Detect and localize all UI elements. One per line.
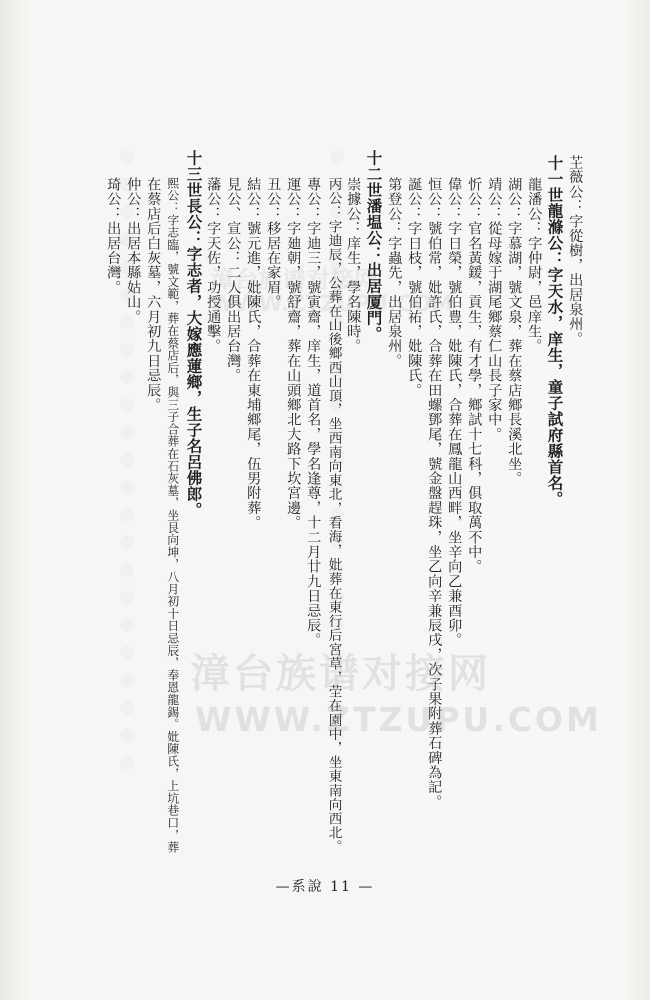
text-column: 靖公：從母嫁于湖尾鄉蔡仁山長子家中。	[486, 177, 503, 442]
watermark-url: WWW.ZTZUPU.COM	[195, 700, 602, 739]
text-column: 專公：字迪三，號寅齋，庠生，道首名，學名逢尊，十二月廿九日忌辰。	[305, 177, 322, 648]
text-column: 丑公：移居在家眉。	[265, 177, 282, 310]
text-column: 恒公：號伯常，妣許氏，合葬在田螺鄧尾，號金盤趕珠，坐乙向辛兼辰戌，次子果附葬石碑為記。	[426, 177, 443, 810]
text-column: 仲公：出居本縣姑山。	[125, 177, 142, 324]
text-column: 第登公：字蟲先，出居泉州。	[386, 177, 403, 369]
text-column: 見公、宣公：二人俱出居台灣。	[225, 177, 242, 383]
text-column: 崇據公：庠生，學名陳時。	[345, 177, 362, 354]
text-column: 藩公：字天佐，功授通擊。	[205, 177, 222, 354]
generation-column: 十二世潘塭公：出居厦門。	[364, 150, 384, 342]
text-column: 誕公：字日枝，號伯祐，妣陳氏。	[406, 177, 423, 398]
text-column: 熙公：字志臨，號文範，葬在蔡店后，與三子合葬在石灰墓，坐艮向坤，八月初十日忌辰，奉恩龍錫。妣陳氏，上坑巷口，葬	[165, 177, 180, 854]
page-number-footer: —系說 11 —	[275, 879, 375, 895]
generation-column: 十一世龍滌公：字天水，庠生，童子試府縣首名。	[545, 155, 565, 507]
text-column: 湖公：字慕湖，號文泉，葬在蔡店鄉長溪北坐。	[506, 177, 523, 486]
text-column: 芏薇公：字從樹，出居泉州。	[567, 155, 584, 347]
generation-column: 十三世長公：字志者，大嫁應蓮鄉，生子名呂佛郎。	[184, 150, 204, 518]
text-column: 忻公：官名黃鍰，貢生，有才學，鄉試十七科，俱取萬不中。	[466, 177, 483, 574]
text-column: 運公：字廸朝，號舒齋，葬在山頭鄉北大路下坎宮邊。	[285, 177, 302, 530]
text-column: 丙公：字迪辰，公葬在山後鄉西山頂，坐西南向東北，看海，妣葬在東行后宮草，茔在園中，坐東南向西北。	[325, 177, 342, 854]
text-column: 龍潘公：字仲尉，邑庠生。	[526, 177, 543, 354]
text-column: 結公：號元進，妣陳氏，合葬在東埔鄉尾，伍男附葬。	[245, 177, 262, 530]
text-column: 偉公：字日榮，號伯豊，妣陳氏，合葬在鳳龍山西畔，坐辛向乙兼酉卯。	[446, 177, 463, 648]
watermark-faint-text: 漳台族谱对接网	[210, 266, 378, 294]
text-column: 琦公：出居台灣。	[105, 177, 122, 295]
watermark-text: 漳台族谱对接网	[190, 651, 491, 697]
watermark-faint-url: WWW.ZTZUPU.COM	[210, 292, 454, 317]
text-column: 在蔡店后白灰墓，六月初九日忌辰。	[145, 177, 162, 413]
